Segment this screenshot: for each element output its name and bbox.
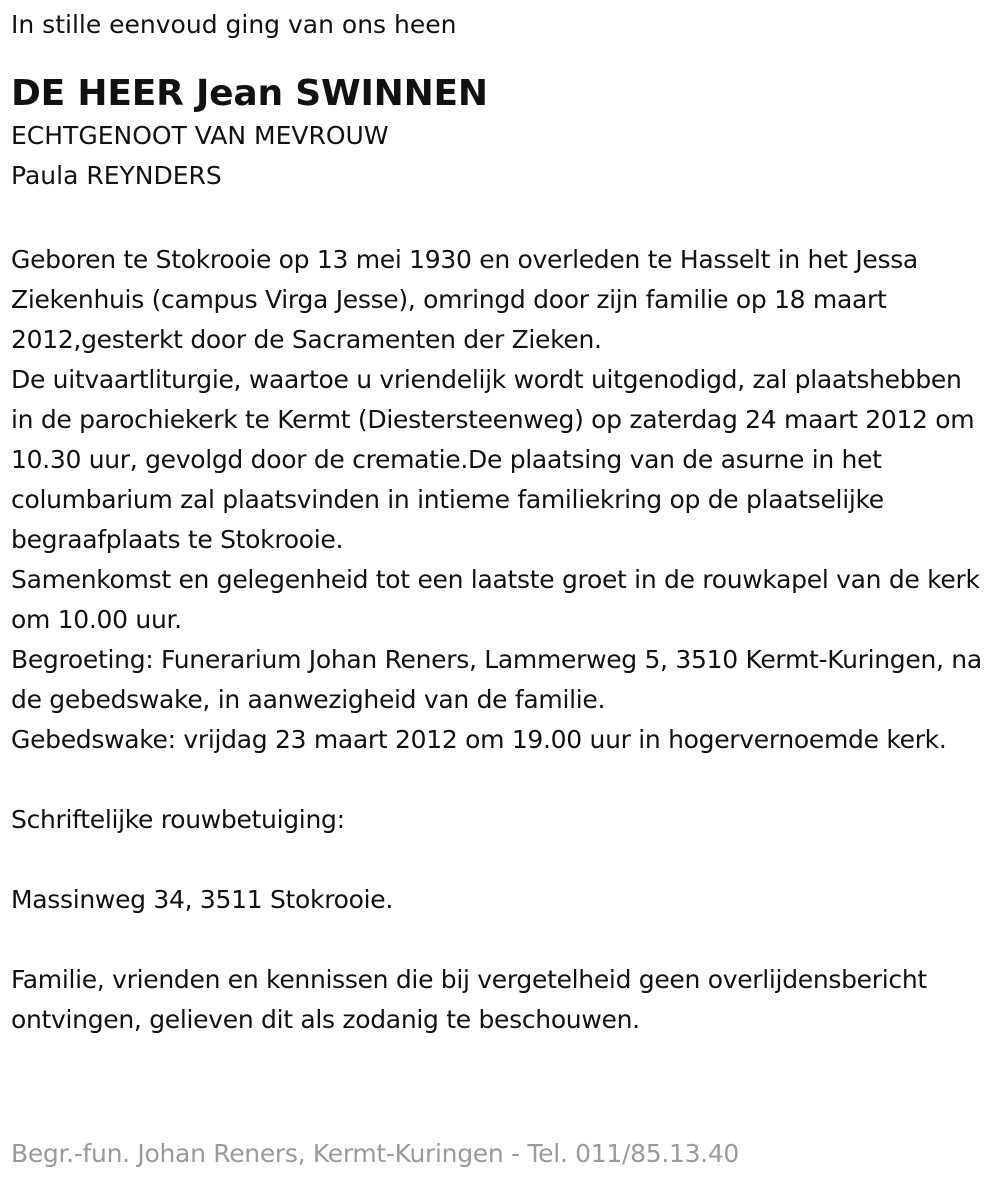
spouse-name: Paula REYNDERS [11, 161, 222, 190]
funeral-home-footer: Begr.-fun. Johan Reners, Kermt-Kuringen - Tel. 011/85.13.40 [11, 1139, 740, 1168]
closing-paragraph: Familie, vrienden en kennissen die bij vergetelheid geen overlijdensbericht ontvingen, gelieven dit als zodanig te beschouwen. [11, 965, 927, 1034]
spouse-title: ECHTGENOOT VAN MEVROUW [11, 121, 389, 150]
condolence-address: Massinweg 34, 3511 Stokrooie. [11, 885, 393, 914]
prayer-vigil-paragraph: Gebedswake: vrijdag 23 maart 2012 om 19.00 uur in hogervernoemde kerk. [11, 725, 947, 754]
funeral-paragraph: De uitvaartliturgie, waartoe u vriendelijk wordt uitgenodigd, zal plaatshebben in de parochiekerk te Kermt (Diestersteenweg) op zaterdag 24 maart 2012 om 10.30 uur, gevolgd door de crematie.De plaatsing van de asurne in het columbarium zal plaatsvinden in intieme familiekring op de plaatselijke begraafplaats te Stokrooie. [11, 365, 975, 554]
visitation-paragraph: Begroeting: Funerarium Johan Reners, Lammerweg 5, 3510 Kermt-Kuringen, na de gebedswake, in aanwezigheid van de familie. [11, 645, 982, 714]
condolence-label: Schriftelijke rouwbetuiging: [11, 805, 345, 834]
notice-body [11, 240, 991, 1040]
birth-death-paragraph: Geboren te Stokrooie op 13 mei 1930 en overleden te Hasselt in het Jessa Ziekenhuis (campus Virga Jesse), omringd door zijn familie op 18 maart 2012,gesterkt door de Sacramenten der Zieken. [11, 245, 918, 354]
gathering-paragraph: Samenkomst en gelegenheid tot een laatste groet in de rouwkapel van de kerk om 10.00 uur. [11, 565, 980, 634]
deceased-name: DE HEER Jean SWINNEN [11, 73, 488, 114]
notice-intro: In stille eenvoud ging van ons heen [11, 10, 457, 39]
death-notice [11, 8, 991, 1040]
